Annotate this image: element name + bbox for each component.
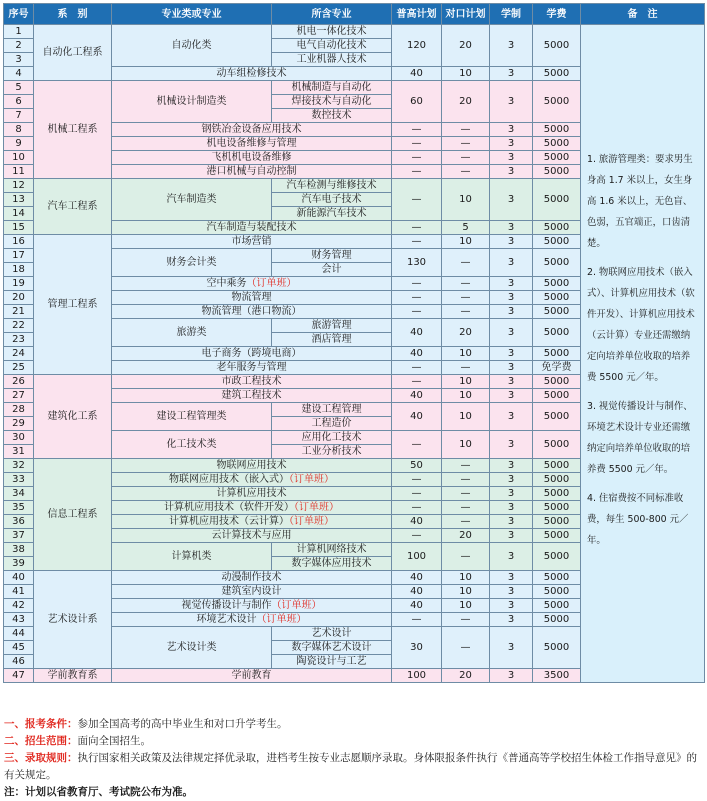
major-cell: 计算机应用技术	[112, 487, 392, 501]
category-cell: 计算机类	[112, 543, 272, 571]
general-plan-cell: —	[392, 123, 442, 137]
category-cell: 自动化类	[112, 25, 272, 67]
duration-cell: 3	[490, 389, 533, 403]
header-no: 序号	[4, 4, 34, 25]
order-class-tag: （订单班）	[289, 516, 334, 527]
vocational-plan-cell: 10	[442, 431, 490, 459]
vocational-plan-cell: 20	[442, 319, 490, 347]
tuition-cell: 5000	[533, 25, 581, 67]
tuition-cell: 5000	[533, 459, 581, 473]
major-cell: 市政工程技术	[112, 375, 392, 389]
row-no: 29	[4, 417, 34, 431]
row-no: 15	[4, 221, 34, 235]
major-cell: 汽车制造与装配技术	[112, 221, 392, 235]
tuition-cell: 5000	[533, 529, 581, 543]
sub-major-cell: 旅游管理	[272, 319, 392, 333]
vocational-plan-cell: —	[442, 361, 490, 375]
category-cell: 建设工程管理类	[112, 403, 272, 431]
header-department: 系 别	[34, 4, 112, 25]
tuition-cell: 5000	[533, 543, 581, 571]
row-no: 37	[4, 529, 34, 543]
sub-major-cell: 数字媒体应用技术	[272, 557, 392, 571]
sub-major-cell: 艺术设计	[272, 627, 392, 641]
general-plan-cell: 40	[392, 389, 442, 403]
department-cell: 自动化工程系	[34, 25, 112, 81]
sub-major-cell: 酒店管理	[272, 333, 392, 347]
vocational-plan-cell: —	[442, 277, 490, 291]
row-no: 32	[4, 459, 34, 473]
row-no: 11	[4, 165, 34, 179]
major-cell: 电子商务（跨境电商）	[112, 347, 392, 361]
major-label: 环境艺术设计	[196, 614, 257, 625]
note-4: 4. 住宿费按不同标准收费，每生 500-800 元／年。	[587, 492, 689, 546]
major-label: 空中乘务	[206, 278, 247, 289]
row-no: 12	[4, 179, 34, 193]
vocational-plan-cell: 10	[442, 599, 490, 613]
tuition-cell: 5000	[533, 151, 581, 165]
category-cell: 财务会计类	[112, 249, 272, 277]
vocational-plan-cell: —	[442, 151, 490, 165]
vocational-plan-cell: 20	[442, 81, 490, 123]
general-plan-cell: —	[392, 529, 442, 543]
duration-cell: 3	[490, 375, 533, 389]
tuition-cell: 5000	[533, 305, 581, 319]
general-plan-cell: 100	[392, 669, 442, 683]
row-no: 35	[4, 501, 34, 515]
general-plan-cell: —	[392, 151, 442, 165]
tuition-cell: 5000	[533, 165, 581, 179]
major-cell: 物流管理	[112, 291, 392, 305]
header-notes: 备 注	[581, 4, 705, 25]
row-no: 5	[4, 81, 34, 95]
duration-cell: 3	[490, 25, 533, 67]
general-plan-cell: —	[392, 431, 442, 459]
department-cell: 学前教育系	[34, 669, 112, 683]
duration-cell: 3	[490, 165, 533, 179]
vocational-plan-cell: —	[442, 487, 490, 501]
row-no: 36	[4, 515, 34, 529]
sub-major-cell: 汽车检测与维修技术	[272, 179, 392, 193]
vocational-plan-cell: —	[442, 305, 490, 319]
row-no: 41	[4, 585, 34, 599]
sub-major-cell: 建设工程管理	[272, 403, 392, 417]
vocational-plan-cell: 10	[442, 585, 490, 599]
department-cell: 信息工程系	[34, 459, 112, 571]
category-cell: 机械设计制造类	[112, 81, 272, 123]
note-2: 2. 物联网应用技术（嵌入式）、计算机应用技术（软件开发）、计算机应用技术（云计算）专业还需缴纳定向培养单位收取的培养费 5500 元／年。	[587, 266, 695, 383]
order-class-tag: （订单班）	[289, 474, 334, 485]
sub-major-cell: 应用化工技术	[272, 431, 392, 445]
vocational-plan-cell: —	[442, 613, 490, 627]
duration-cell: 3	[490, 627, 533, 669]
sub-major-cell: 工业机器人技术	[272, 53, 392, 67]
row-no: 26	[4, 375, 34, 389]
major-cell	[112, 613, 392, 627]
sub-major-cell: 机械制造与自动化	[272, 81, 392, 95]
vocational-plan-cell: 20	[442, 669, 490, 683]
major-label: 计算机应用技术（云计算）	[169, 516, 289, 527]
department-cell: 机械工程系	[34, 81, 112, 179]
duration-cell: 3	[490, 151, 533, 165]
vocational-plan-cell: —	[442, 543, 490, 571]
note-1: 1. 旅游管理类：要求男生身高 1.7 米以上，女生身高 1.6 米以上，无色盲、色弱，五官端正，口齿清楚。	[587, 153, 693, 249]
major-cell: 钢铁冶金设备应用技术	[112, 123, 392, 137]
general-plan-cell: —	[392, 375, 442, 389]
tuition-cell: 5000	[533, 81, 581, 123]
row-no: 43	[4, 613, 34, 627]
general-plan-cell: 40	[392, 571, 442, 585]
duration-cell: 3	[490, 599, 533, 613]
duration-cell: 3	[490, 123, 533, 137]
footer-line-scope	[4, 733, 704, 750]
tuition-cell: 5000	[533, 249, 581, 277]
duration-cell: 3	[490, 291, 533, 305]
row-no: 34	[4, 487, 34, 501]
vocational-plan-cell: —	[442, 249, 490, 277]
footer-line-rules	[4, 750, 704, 784]
major-cell: 老年服务与管理	[112, 361, 392, 375]
major-cell: 动车组检修技术	[112, 67, 392, 81]
tuition-cell: 5000	[533, 179, 581, 221]
general-plan-cell: 130	[392, 249, 442, 277]
major-label: 计算机应用技术（软件开发）	[164, 502, 294, 513]
general-plan-cell: 50	[392, 459, 442, 473]
footer-line-conditions	[4, 716, 704, 733]
major-cell: 学前教育	[112, 669, 392, 683]
vocational-plan-cell: 10	[442, 389, 490, 403]
duration-cell: 3	[490, 277, 533, 291]
duration-cell: 3	[490, 137, 533, 151]
order-class-tag: （订单班）	[271, 600, 322, 611]
duration-cell: 3	[490, 221, 533, 235]
general-plan-cell: —	[392, 277, 442, 291]
general-plan-cell: —	[392, 361, 442, 375]
tuition-cell: 5000	[533, 403, 581, 431]
major-cell: 云计算技术与应用	[112, 529, 392, 543]
general-plan-cell: 40	[392, 599, 442, 613]
row-no: 1	[4, 25, 34, 39]
row-no: 39	[4, 557, 34, 571]
row-no: 23	[4, 333, 34, 347]
enrollment-table	[3, 3, 705, 683]
footer-label: 二、招生范围：	[4, 735, 78, 747]
sub-major-cell: 陶瓷设计与工艺	[272, 655, 392, 669]
row-no: 3	[4, 53, 34, 67]
duration-cell: 3	[490, 669, 533, 683]
category-cell: 汽车制造类	[112, 179, 272, 221]
duration-cell: 3	[490, 515, 533, 529]
major-cell: 飞机机电设备维修	[112, 151, 392, 165]
row-no: 6	[4, 95, 34, 109]
row-no: 38	[4, 543, 34, 557]
sub-major-cell: 数控技术	[272, 109, 392, 123]
row-no: 14	[4, 207, 34, 221]
major-cell: 建筑工程技术	[112, 389, 392, 403]
duration-cell: 3	[490, 529, 533, 543]
footer-line-note: 注：计划以省教育厅、考试院公布为准。	[4, 786, 193, 798]
duration-cell: 3	[490, 361, 533, 375]
row-no: 2	[4, 39, 34, 53]
duration-cell: 3	[490, 571, 533, 585]
row-no: 25	[4, 361, 34, 375]
row-no: 45	[4, 641, 34, 655]
tuition-cell: 5000	[533, 291, 581, 305]
header-sub-major: 所含专业	[272, 4, 392, 25]
duration-cell: 3	[490, 487, 533, 501]
row-no: 22	[4, 319, 34, 333]
row-no: 44	[4, 627, 34, 641]
vocational-plan-cell: 5	[442, 221, 490, 235]
general-plan-cell: —	[392, 291, 442, 305]
general-plan-cell: 40	[392, 403, 442, 431]
duration-cell: 3	[490, 305, 533, 319]
general-plan-cell: —	[392, 235, 442, 249]
footer-label: 一、报考条件：	[4, 718, 78, 730]
general-plan-cell: —	[392, 473, 442, 487]
duration-cell: 3	[490, 319, 533, 347]
vocational-plan-cell: —	[442, 137, 490, 151]
vocational-plan-cell: 10	[442, 375, 490, 389]
major-cell	[112, 501, 392, 515]
major-cell	[112, 515, 392, 529]
tuition-cell: 5000	[533, 221, 581, 235]
row-no: 47	[4, 669, 34, 683]
tuition-cell: 5000	[533, 389, 581, 403]
general-plan-cell: 60	[392, 81, 442, 123]
footer-notes	[4, 716, 704, 801]
general-plan-cell: 120	[392, 25, 442, 67]
general-plan-cell: —	[392, 179, 442, 221]
note-3: 3. 视觉传播设计与制作、环境艺术设计专业还需缴纳定向培养单位收取的培养费 5500 元／年。	[587, 400, 693, 475]
department-cell: 建筑化工系	[34, 375, 112, 459]
row-no: 17	[4, 249, 34, 263]
vocational-plan-cell: 10	[442, 347, 490, 361]
row-no: 24	[4, 347, 34, 361]
major-cell: 物联网应用技术	[112, 459, 392, 473]
vocational-plan-cell: —	[442, 459, 490, 473]
row-no: 46	[4, 655, 34, 669]
vocational-plan-cell: 10	[442, 235, 490, 249]
general-plan-cell: —	[392, 613, 442, 627]
major-cell	[112, 599, 392, 613]
tuition-cell: 5000	[533, 515, 581, 529]
tuition-cell: 5000	[533, 235, 581, 249]
sub-major-cell: 计算机网络技术	[272, 543, 392, 557]
general-plan-cell: 40	[392, 347, 442, 361]
general-plan-cell: 40	[392, 67, 442, 81]
sub-major-cell: 机电一体化技术	[272, 25, 392, 39]
order-class-tag: （订单班）	[256, 614, 307, 625]
footer-text: 参加全国高考的高中毕业生和对口升学考生。	[77, 718, 288, 730]
header-vocational-plan: 对口计划	[442, 4, 490, 25]
tuition-cell: 5000	[533, 319, 581, 347]
tuition-cell: 5000	[533, 487, 581, 501]
tuition-cell: 5000	[533, 67, 581, 81]
duration-cell: 3	[490, 459, 533, 473]
vocational-plan-cell: 20	[442, 529, 490, 543]
duration-cell: 3	[490, 431, 533, 459]
row-no: 18	[4, 263, 34, 277]
duration-cell: 3	[490, 403, 533, 431]
sub-major-cell: 电气自动化技术	[272, 39, 392, 53]
tuition-cell: 5000	[533, 375, 581, 389]
vocational-plan-cell: —	[442, 627, 490, 669]
row-no: 8	[4, 123, 34, 137]
major-cell: 港口机械与自动控制	[112, 165, 392, 179]
tuition-cell: 5000	[533, 123, 581, 137]
footer-label: 三、录取规则：	[4, 752, 78, 764]
sub-major-cell: 数字媒体艺术设计	[272, 641, 392, 655]
general-plan-cell: 100	[392, 543, 442, 571]
vocational-plan-cell: 10	[442, 571, 490, 585]
vocational-plan-cell: 10	[442, 179, 490, 221]
major-cell: 机电设备维修与管理	[112, 137, 392, 151]
general-plan-cell: —	[392, 501, 442, 515]
vocational-plan-cell: 10	[442, 403, 490, 431]
footer-text: 执行国家相关政策及法律规定择优录取，进档考生按专业志愿顺序录取。身体限报条件执行《普通高等学校招生体检工作指导意见》的有关规定。	[4, 752, 697, 781]
table-row	[4, 25, 705, 39]
vocational-plan-cell: —	[442, 165, 490, 179]
major-cell: 动漫制作技术	[112, 571, 392, 585]
duration-cell: 3	[490, 67, 533, 81]
general-plan-cell: —	[392, 305, 442, 319]
row-no: 20	[4, 291, 34, 305]
tuition-cell: 5000	[533, 347, 581, 361]
duration-cell: 3	[490, 613, 533, 627]
major-label: 视觉传播设计与制作	[181, 600, 272, 611]
footer-text: 面向全国招生。	[77, 735, 151, 747]
duration-cell: 3	[490, 249, 533, 277]
general-plan-cell: —	[392, 137, 442, 151]
row-no: 16	[4, 235, 34, 249]
sub-major-cell: 财务管理	[272, 249, 392, 263]
duration-cell: 3	[490, 543, 533, 571]
category-cell: 艺术设计类	[112, 627, 272, 669]
duration-cell: 3	[490, 235, 533, 249]
sub-major-cell: 新能源汽车技术	[272, 207, 392, 221]
row-no: 7	[4, 109, 34, 123]
tuition-cell: 5000	[533, 571, 581, 585]
row-no: 27	[4, 389, 34, 403]
tuition-cell: 5000	[533, 431, 581, 459]
header-duration: 学制	[490, 4, 533, 25]
row-no: 10	[4, 151, 34, 165]
row-no: 40	[4, 571, 34, 585]
major-cell: 物流管理（港口物流）	[112, 305, 392, 319]
sub-major-cell: 焊接技术与自动化	[272, 95, 392, 109]
row-no: 30	[4, 431, 34, 445]
major-cell: 市场营销	[112, 235, 392, 249]
row-no: 42	[4, 599, 34, 613]
table-header	[4, 4, 705, 25]
sub-major-cell: 工业分析技术	[272, 445, 392, 459]
order-class-tag: （订单班）	[294, 502, 339, 513]
sub-major-cell: 工程造价	[272, 417, 392, 431]
duration-cell: 3	[490, 347, 533, 361]
major-cell: 建筑室内设计	[112, 585, 392, 599]
vocational-plan-cell: —	[442, 473, 490, 487]
row-no: 9	[4, 137, 34, 151]
vocational-plan-cell: 10	[442, 67, 490, 81]
vocational-plan-cell: —	[442, 291, 490, 305]
row-no: 19	[4, 277, 34, 291]
tuition-cell: 5000	[533, 501, 581, 515]
tuition-cell: 5000	[533, 585, 581, 599]
row-no: 13	[4, 193, 34, 207]
general-plan-cell: 40	[392, 585, 442, 599]
tuition-cell: 免学费	[533, 361, 581, 375]
notes-cell	[581, 25, 705, 683]
row-no: 21	[4, 305, 34, 319]
row-no: 31	[4, 445, 34, 459]
general-plan-cell: 30	[392, 627, 442, 669]
sub-major-cell: 会计	[272, 263, 392, 277]
row-no: 33	[4, 473, 34, 487]
duration-cell: 3	[490, 81, 533, 123]
row-no: 28	[4, 403, 34, 417]
duration-cell: 3	[490, 585, 533, 599]
header-tuition: 学费	[533, 4, 581, 25]
duration-cell: 3	[490, 473, 533, 487]
vocational-plan-cell: —	[442, 515, 490, 529]
tuition-cell: 5000	[533, 137, 581, 151]
header-general-plan: 普高计划	[392, 4, 442, 25]
general-plan-cell: —	[392, 487, 442, 501]
tuition-cell: 5000	[533, 473, 581, 487]
duration-cell: 3	[490, 179, 533, 221]
vocational-plan-cell: —	[442, 501, 490, 515]
row-no: 4	[4, 67, 34, 81]
department-cell: 管理工程系	[34, 235, 112, 375]
tuition-cell: 5000	[533, 277, 581, 291]
general-plan-cell: —	[392, 221, 442, 235]
major-label: 物联网应用技术（嵌入式）	[169, 474, 289, 485]
enrollment-plan	[3, 3, 704, 683]
department-cell: 艺术设计系	[34, 571, 112, 669]
vocational-plan-cell: 20	[442, 25, 490, 67]
general-plan-cell: 40	[392, 515, 442, 529]
category-cell: 化工技术类	[112, 431, 272, 459]
major-cell	[112, 277, 392, 291]
vocational-plan-cell: —	[442, 123, 490, 137]
order-class-tag: （订单班）	[246, 278, 297, 289]
department-cell: 汽车工程系	[34, 179, 112, 235]
major-cell	[112, 473, 392, 487]
tuition-cell: 3500	[533, 669, 581, 683]
tuition-cell: 5000	[533, 599, 581, 613]
sub-major-cell: 汽车电子技术	[272, 193, 392, 207]
duration-cell: 3	[490, 501, 533, 515]
header-category: 专业类或专业	[112, 4, 272, 25]
general-plan-cell: 40	[392, 319, 442, 347]
tuition-cell: 5000	[533, 613, 581, 627]
tuition-cell: 5000	[533, 627, 581, 669]
category-cell: 旅游类	[112, 319, 272, 347]
general-plan-cell: —	[392, 165, 442, 179]
